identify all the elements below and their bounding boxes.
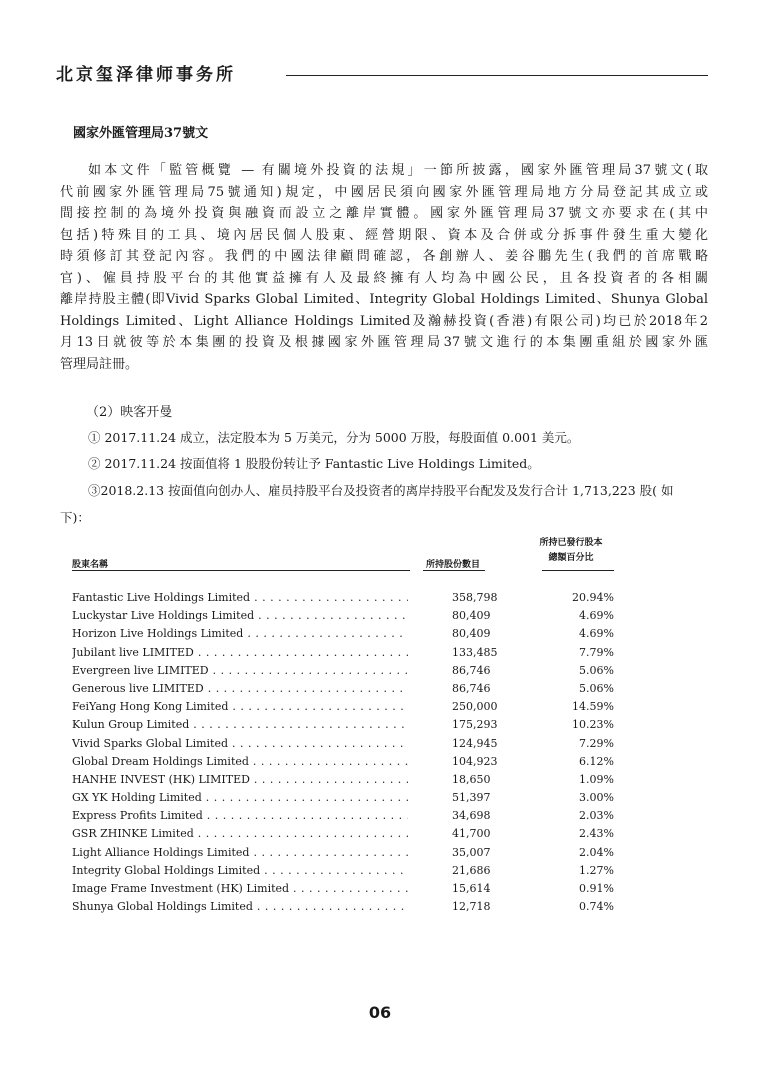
- share-percentage: 7.29%: [579, 736, 614, 750]
- share-count: 18,650: [452, 772, 491, 786]
- table-row: [72, 771, 618, 789]
- shareholder-name: GX YK Holding Limited . . .: [72, 789, 408, 807]
- shareholder-name: Global Dream Holdings Limited . . .: [72, 753, 408, 771]
- body-paragraph: [60, 160, 708, 375]
- paragraph-line: Holdings Limited、Light Alliance Holdings Limited及瀚赫投資(香港)有限公司)均已於2018年2: [60, 313, 708, 329]
- share-count: 80,409: [452, 627, 491, 641]
- paragraph-line: 官)、僱員持股平台的其他實益擁有人及最終擁有人均為中國公民，且各投資者的各相關: [60, 270, 708, 286]
- paragraph-line: 包括)特殊目的工具、境內居民個人股東、經營期限、資本及合併或分拆事件發生重大變化: [60, 227, 708, 243]
- paragraph-line: 離岸持股主體(即Vivid Sparks Global Limited、Integrity Global Holdings Limited、Shunya Global: [60, 292, 708, 307]
- paragraph-line: 如本文件「監管概覽 — 有關境外投資的法規」一節所披露，國家外匯管理局37號文(取: [88, 163, 708, 178]
- share-count: 104,923: [452, 754, 498, 768]
- shareholder-name: Vivid Sparks Global Limited . . .: [72, 735, 408, 753]
- share-count: 15,614: [452, 882, 491, 895]
- shareholder-name: Express Profits Limited . . .: [72, 807, 408, 825]
- share-percentage: 2.04%: [579, 845, 614, 859]
- page-number: 06: [368, 1003, 392, 1022]
- header-underline: [72, 570, 410, 571]
- share-count: 12,718: [452, 900, 491, 914]
- column-header-shares: 所持股份數目: [425, 560, 480, 570]
- paragraph-line: 代前國家外匯管理局75號通知)規定，中國居民須向國家外匯管理局地方分局登記其成立或: [60, 184, 708, 200]
- share-count: 41,700: [452, 827, 491, 841]
- table-row: [72, 625, 618, 643]
- shareholder-name: Evergreen live LIMITED . . .: [72, 662, 408, 680]
- column-header-pct-line1: 所持已發行股本: [539, 538, 603, 548]
- shareholder-name: Integrity Global Holdings Limited . . .: [72, 862, 408, 880]
- section-title: 國家外匯管理局37號文: [73, 126, 209, 141]
- share-percentage: 6.12%: [579, 754, 614, 768]
- share-count: 250,000: [452, 700, 498, 714]
- share-count: 21,686: [452, 863, 491, 877]
- paragraph-line: 月13日就彼等於本集團的投資及根據國家外匯管理局37號文進行的本集團重組於國家外匯: [60, 335, 708, 350]
- table-row: [72, 807, 618, 825]
- header-rule: [286, 75, 708, 76]
- share-count: 86,746: [452, 663, 491, 677]
- share-percentage: 3.00%: [579, 791, 614, 805]
- history-item-2: ② 2017.11.24 按面值将 1 股股份转让予 Fantastic Live Holdings Limited。: [88, 456, 540, 471]
- column-header-pct-line2: 總額百分比: [548, 553, 594, 563]
- shareholder-name: Image Frame Investment (HK) Limited . . .: [72, 880, 408, 898]
- shareholder-name: FeiYang Hong Kong Limited . . .: [72, 698, 408, 716]
- share-percentage: 14.59%: [572, 700, 614, 714]
- table-row: [72, 680, 618, 698]
- table-row: [72, 716, 618, 734]
- share-count: 34,698: [452, 809, 491, 823]
- table-row: [72, 753, 618, 771]
- share-count: 133,485: [452, 645, 498, 659]
- share-count: 86,746: [452, 681, 491, 695]
- table-row: [72, 825, 618, 843]
- share-percentage: 20.94%: [572, 591, 614, 604]
- share-percentage: 10.23%: [572, 718, 614, 732]
- firm-name: 北京玺泽律师事务所: [56, 65, 236, 85]
- subsection-title: （2）映客开曼: [86, 405, 173, 420]
- shareholder-name: Horizon Live Holdings Limited . . .: [72, 625, 408, 643]
- share-count: 80,409: [452, 609, 491, 623]
- table-row: [72, 789, 618, 807]
- history-item-3: ③2018.2.13 按面值向创办人、雇员持股平台及投资者的离岸持股平台配发及发行合计 1,713,223 股( 如: [88, 483, 674, 498]
- share-percentage: 0.74%: [579, 900, 614, 914]
- share-percentage: 5.06%: [579, 681, 614, 695]
- shareholder-name: Luckystar Live Holdings Limited . . .: [72, 607, 408, 625]
- share-count: 175,293: [452, 718, 498, 732]
- shareholder-name: Generous live LIMITED . . .: [72, 680, 408, 698]
- share-percentage: 4.69%: [579, 627, 614, 641]
- column-header-name: 股東名稱: [72, 560, 109, 570]
- shareholder-name: Fantastic Live Holdings Limited . . .: [72, 589, 408, 607]
- share-count: 51,397: [452, 791, 491, 805]
- shareholder-name: Shunya Global Holdings Limited . . .: [72, 898, 408, 916]
- table-row: [72, 698, 618, 716]
- paragraph-line: 時須修訂其登記內容。我們的中國法律顧問確認，各創辦人、姜谷鵬先生(我們的首席戰略: [60, 249, 708, 264]
- table-row: [72, 589, 618, 607]
- share-percentage: 2.03%: [579, 809, 614, 823]
- share-count: 358,798: [452, 591, 498, 604]
- page-header: [56, 60, 708, 85]
- shareholder-table: [72, 589, 618, 916]
- history-item-1: ① 2017.11.24 成立，法定股本为 5 万美元，分为 5000 万股，每股面值 0.001 美元。: [88, 430, 580, 445]
- shareholder-name: Jubilant live LIMITED . . .: [72, 644, 408, 662]
- share-percentage: 2.43%: [579, 827, 614, 841]
- share-percentage: 0.91%: [579, 882, 614, 895]
- share-count: 124,945: [452, 736, 498, 750]
- history-item-3-cont: 下)：: [60, 510, 90, 525]
- table-row: [72, 862, 618, 880]
- shareholder-name: Kulun Group Limited . . .: [72, 716, 408, 734]
- header-underline: [542, 570, 614, 571]
- table-row: [72, 898, 618, 916]
- shareholder-name: GSR ZHINKE Limited . . .: [72, 825, 408, 843]
- table-row: [72, 735, 618, 753]
- table-row: [72, 844, 618, 862]
- column-header-pct: [528, 536, 614, 566]
- share-percentage: 7.79%: [579, 645, 614, 659]
- share-percentage: 1.27%: [579, 863, 614, 877]
- header-underline: [423, 570, 485, 571]
- table-row: [72, 662, 618, 680]
- share-count: 35,007: [452, 845, 491, 859]
- table-row: [72, 880, 618, 898]
- paragraph-line: 間接控制的為境外投資與融資而設立之離岸實體。國家外匯管理局37號文亦要求在(其中: [60, 206, 708, 221]
- shareholder-name: HANHE INVEST (HK) LIMITED . . .: [72, 771, 408, 789]
- shareholder-name: Light Alliance Holdings Limited . . .: [72, 844, 408, 862]
- share-percentage: 1.09%: [579, 772, 614, 786]
- share-percentage: 4.69%: [579, 609, 614, 623]
- table-header: [72, 536, 618, 572]
- table-row: [72, 607, 618, 625]
- paragraph-line: 管理局註冊。: [60, 356, 139, 372]
- table-row: [72, 644, 618, 662]
- share-percentage: 5.06%: [579, 663, 614, 677]
